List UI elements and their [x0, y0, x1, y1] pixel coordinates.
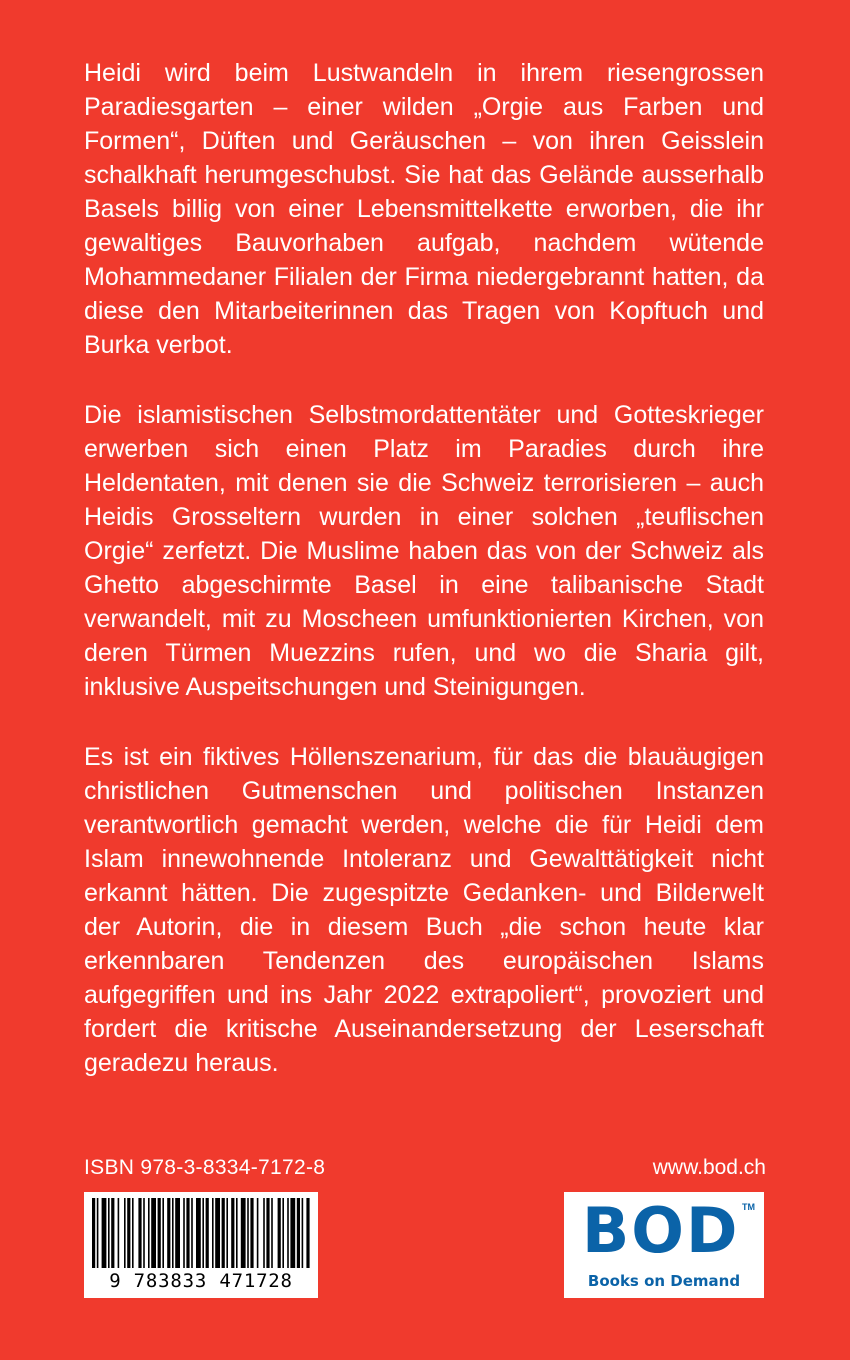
- barcode-bar: [158, 1198, 161, 1268]
- barcode-bar: [102, 1198, 107, 1268]
- barcode-bar: [263, 1198, 265, 1268]
- barcode-bar: [266, 1198, 269, 1268]
- barcode-bar: [132, 1198, 134, 1268]
- barcode-bar: [215, 1198, 220, 1268]
- barcode-bar: [236, 1198, 238, 1268]
- back-cover-blurb: [84, 56, 764, 1116]
- barcode-bar: [222, 1198, 225, 1268]
- barcode-bar: [212, 1198, 214, 1268]
- bod-logo-text: BOD: [582, 1194, 740, 1267]
- barcode-bar: [172, 1198, 174, 1268]
- barcode-bar: [297, 1198, 300, 1268]
- barcode-bar: [282, 1198, 284, 1268]
- barcode-bar: [226, 1198, 228, 1268]
- barcode-bar: [241, 1198, 246, 1268]
- barcode-bar: [127, 1198, 130, 1268]
- publisher-logo: [564, 1192, 764, 1298]
- publisher-website: www.bod.ch: [652, 1156, 766, 1179]
- isbn-label: ISBN 978-3-8334-7172-8: [84, 1156, 326, 1179]
- barcode-bar: [138, 1198, 141, 1268]
- barcode-bar: [97, 1198, 99, 1268]
- barcode-bar: [167, 1198, 170, 1268]
- barcode-bar: [124, 1198, 126, 1268]
- barcode-bar: [118, 1198, 120, 1268]
- barcode-bar: [250, 1198, 253, 1268]
- barcode-bar: [111, 1198, 114, 1268]
- barcode-bar: [290, 1198, 295, 1268]
- barcode-bar: [278, 1198, 281, 1268]
- barcode-bar: [271, 1198, 273, 1268]
- barcode-digits: 9 783833 471728: [109, 1270, 293, 1292]
- barcode-bar: [257, 1198, 259, 1268]
- barcode-bar: [186, 1198, 189, 1268]
- barcode-bar: [196, 1198, 201, 1268]
- barcode-bar: [206, 1198, 209, 1268]
- barcode-bar: [247, 1198, 249, 1268]
- barcode-bar: [151, 1198, 156, 1268]
- barcode-bar: [92, 1198, 95, 1268]
- barcode-bar: [148, 1198, 150, 1268]
- barcode-bar: [108, 1198, 110, 1268]
- barcode-bar: [162, 1198, 164, 1268]
- publisher-tagline: Books on Demand: [587, 1272, 741, 1290]
- trademark-mark: TM: [742, 1202, 755, 1212]
- barcode-bar: [202, 1198, 204, 1268]
- barcode-bar: [175, 1198, 180, 1268]
- blurb-paragraph-1: Heidi wird beim Lustwandeln in ihrem riesengrossen Paradiesgarten – einer wilden „Orgie aus Farben und Formen“, Düften und Geräuschen – von ihren Geisslein schalkhaft herumgeschubst. Sie hat das Gelände ausserhalb Basels billig von einer Lebensmittelkette erworben, die ihr gewaltiges Bauvorhaben aufgab, nachdem wütende Mohammedaner Filialen der Firma niedergebrannt hatten, da diese den Mitarbeiterinnen das Tragen von Kopftuch und Burka verbot.: [84, 59, 764, 359]
- barcode: [84, 1192, 318, 1298]
- blurb-paragraph-3: Es ist ein fiktives Höllenszenarium, für das die blauäugigen christlichen Gutmenschen und politischen Instanzen verantwortlich gemacht werden, welche die für Heidi dem Islam innewohnende Intoleranz und Gewalttätigkeit nicht erkannt hätten. Die zugespitzte Gedanken- und Bilderwelt der Autorin, die in diesem Buch „die schon heute klar erkennbaren Tendenzen des europäischen Islams aufgegriffen und ins Jahr 2022 extrapoliert“, provoziert und fordert die kritische Auseinandersetzung der Leserschaft geradezu heraus.: [84, 743, 764, 1077]
- barcode-bar: [231, 1198, 234, 1268]
- barcode-bar: [287, 1198, 289, 1268]
- barcode-bar: [302, 1198, 304, 1268]
- blurb-paragraph-2: Die islamistischen Selbstmordattentäter und Gotteskrieger erwerben sich einen Platz im Paradies durch ihre Heldentaten, mit denen sie die Schweiz terrorisieren – auch Heidis Grosseltern wurden in einer solchen „teuflischen Orgie“ zerfetzt. Die Muslime haben das von der Schweiz als Ghetto abgeschirmte Basel in eine talibanische Stadt verwandelt, mit zu Moscheen umfunktionierten Kirchen, von deren Türmen Muezzins rufen, und wo die Sharia gilt, inklusive Auspeitschungen und Steinigungen.: [84, 401, 764, 701]
- barcode-bar: [143, 1198, 145, 1268]
- barcode-bar: [183, 1198, 185, 1268]
- barcode-bar: [191, 1198, 193, 1268]
- barcode-bar: [306, 1198, 309, 1268]
